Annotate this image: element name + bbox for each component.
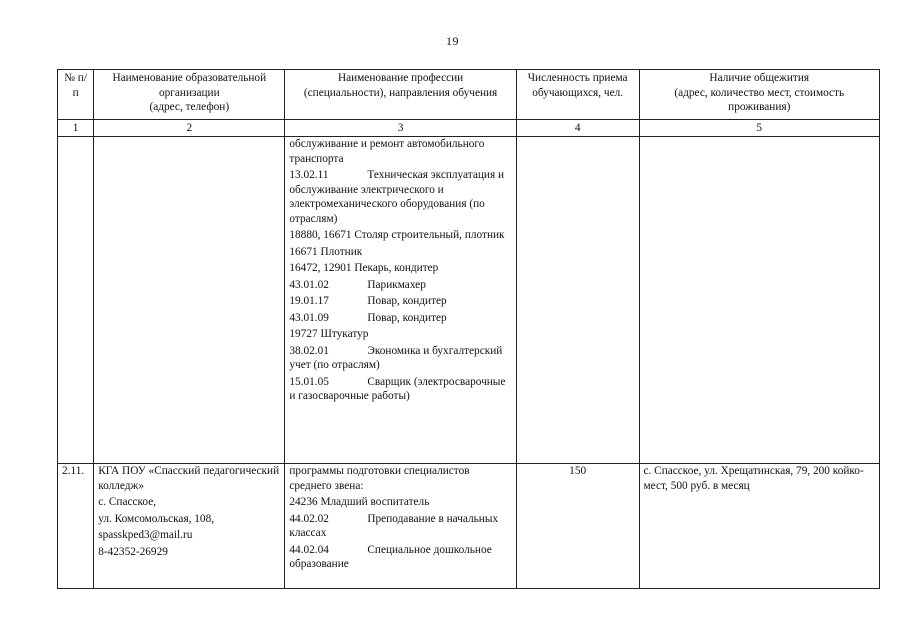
cell-programs: [285, 137, 516, 464]
program-entry: [289, 495, 511, 510]
table-row-2-11: [58, 464, 880, 589]
organization-address: ул. Комсомольская, 108,: [98, 512, 215, 525]
program-code: 19.01.17: [289, 295, 329, 307]
program-name: Столяр строительный, плотник: [354, 229, 505, 241]
organization-name: КГА ПОУ «Спасский педагогический колледж»: [98, 465, 280, 492]
program-name: Специальное дошкольное образование: [289, 543, 492, 570]
column-number: 4: [516, 120, 639, 137]
cell-programs: [285, 464, 516, 589]
header-organization: [94, 70, 285, 120]
program-entry: [289, 168, 511, 226]
program-list: [289, 495, 511, 572]
program-code: 38.02.01: [289, 344, 329, 357]
program-name: Преподавание в начальных классах: [289, 512, 499, 539]
program-name: Парикмахер: [367, 278, 426, 291]
program-list: [289, 137, 511, 404]
cell-admission: [516, 137, 639, 464]
program-code: 19727: [289, 328, 318, 340]
program-name: Сварщик (электросварочные и газосварочные работы): [289, 375, 506, 402]
program-code: 13.02.11: [289, 169, 329, 181]
header-dormitory-line: (адрес, количество мест, стоимость: [674, 86, 845, 99]
program-code: 16472, 12901: [289, 262, 352, 274]
program-name: Плотник: [320, 245, 363, 258]
program-entry: [289, 228, 511, 243]
header-dormitory: [639, 70, 879, 120]
program-code: 43.01.02: [289, 278, 329, 291]
cell-dormitory: [639, 137, 879, 464]
header-organization-line: (адрес, телефон): [149, 101, 230, 113]
cell-dormitory: с. Спасское, ул. Хрещатинская, 79, 200 койко-мест, 500 руб. в месяц: [639, 464, 879, 589]
header-organization-line: Наименование образовательной: [112, 72, 267, 84]
header-number: № п/п: [58, 70, 94, 120]
column-number: 1: [58, 120, 94, 137]
program-entry: [289, 294, 511, 309]
program-name: Повар, кондитер: [367, 295, 447, 307]
program-entry: [289, 327, 511, 342]
page-number: 19: [446, 34, 459, 48]
header-organization-line: организации: [158, 86, 220, 99]
header-dormitory-line: проживания): [728, 101, 791, 113]
column-number: 2: [94, 120, 285, 137]
organization-address: с. Спасское,: [98, 496, 157, 508]
programs-intro: программы подготовки специалистов среднего звена:: [289, 465, 470, 492]
column-number: 3: [285, 120, 516, 137]
header-profession: [285, 70, 516, 120]
header-profession-line: Наименование профессии: [337, 72, 464, 84]
table-header-row: [58, 70, 880, 120]
program-name: Экономика и бухгалтерский учет (по отраслям): [289, 344, 503, 371]
program-code: 44.02.02: [289, 512, 329, 525]
cell-number: 2.11.: [58, 464, 94, 589]
program-entry: [289, 261, 511, 276]
cell-number: [58, 137, 94, 464]
organization-phone: 8-42352-26929: [98, 545, 168, 558]
institutions-table: [57, 69, 880, 589]
program-code: 18880, 16671: [289, 229, 352, 241]
program-entry: [289, 375, 511, 404]
program-code: 15.01.05: [289, 375, 329, 388]
program-name: Штукатур: [320, 328, 369, 340]
program-entry: [289, 245, 511, 260]
header-profession-line: (специальности), направления обучения: [303, 86, 498, 99]
program-code: 24236: [289, 496, 318, 508]
program-name: обслуживание и ремонт автомобильного транспорта: [289, 138, 485, 165]
program-entry: [289, 278, 511, 293]
program-entry: [289, 512, 511, 541]
program-entry: [289, 311, 511, 326]
program-name: Техническая эксплуатация и обслуживание электрического и электромеханического оборудования (по отраслям): [289, 169, 505, 225]
program-code: 44.02.04: [289, 543, 329, 556]
cell-organization: [94, 464, 285, 589]
header-dormitory-line: Наличие общежития: [709, 72, 810, 84]
cell-admission: 150: [516, 464, 639, 589]
table-row-continued: [58, 137, 880, 464]
program-code: 43.01.09: [289, 311, 329, 324]
organization-email: spasskped3@mail.ru: [98, 529, 193, 541]
header-admission-line: обучающихся, чел.: [532, 86, 624, 99]
column-number-row: [58, 120, 880, 137]
program-entry: [289, 344, 511, 373]
program-entry: [289, 137, 511, 166]
program-name: Пекарь, кондитер: [354, 262, 439, 274]
column-number: 5: [639, 120, 879, 137]
program-code: 16671: [289, 245, 318, 258]
program-entry: [289, 543, 511, 572]
header-admission-line: Численность приема: [527, 72, 628, 84]
program-name: Младший воспитатель: [320, 496, 430, 508]
program-name: Повар, кондитер: [367, 311, 447, 324]
cell-organization: [94, 137, 285, 464]
header-admission: [516, 70, 639, 120]
